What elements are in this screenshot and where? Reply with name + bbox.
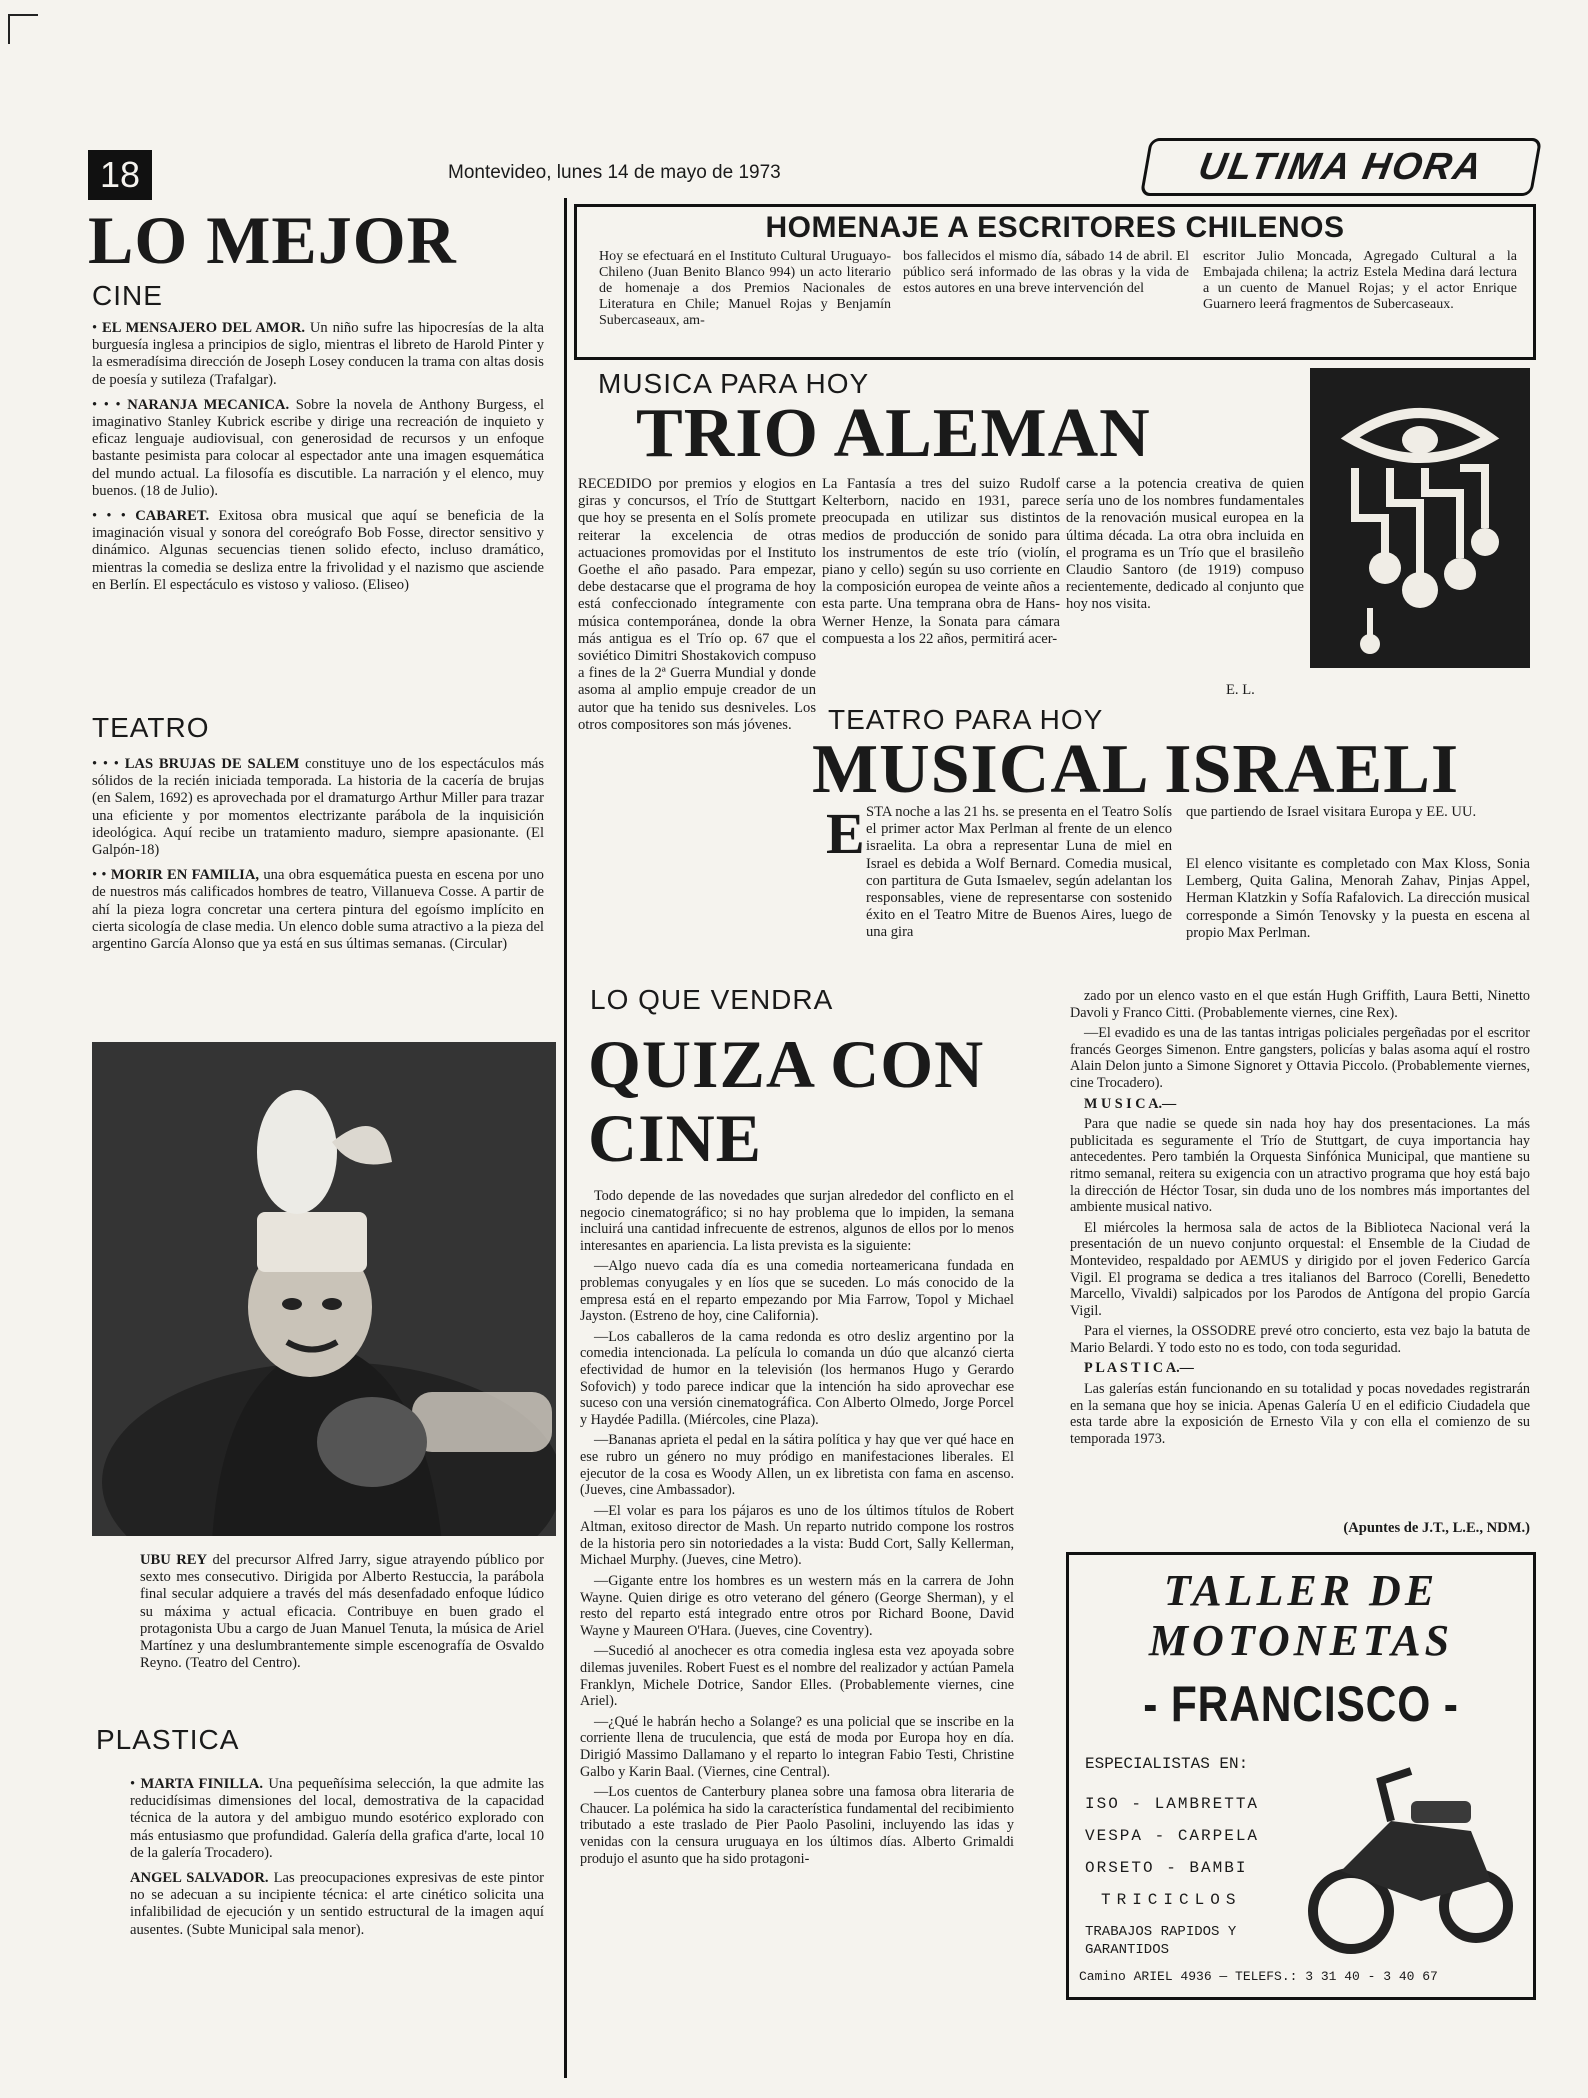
list-item: • EL MENSAJERO DEL AMOR. Un niño sufre las hipocresías de la alta burguesía inglesa a principios de siglo, mientras el libreto de Harold Pinter y la esmeradísima dirección de Joseph Losey conducen la trama con altas dosis de poesía y sutileza (Trafalgar). (92, 320, 545, 388)
vendra-kicker: LO QUE VENDRA (590, 984, 834, 1015)
motonetas-ad (1066, 1552, 1536, 2000)
paragraph: Para el viernes, la OSSODRE prevé otro concierto, esta vez bajo la batuta de Mario Belardi. Y todo esto no es todo, con toda seguridad. (1070, 1323, 1530, 1356)
plastica-heading: PLASTICA (96, 1724, 240, 1755)
list-item: • MARTA FINILLA. Una pequeñísima selección, la que admite las reducidísimas dimensiones del local, demostrativa de la capacidad técnica de la autora y del ambiguo mundo esotérico explorado con más entusiasmo que profundidad. Galería della grafica d'arte, local 10 de la galería Trocadero). (130, 1776, 544, 1861)
ad-brand-2: VESPA - CARPELA (1085, 1827, 1260, 1845)
ad-line-2: MOTONETAS (1148, 1616, 1454, 1665)
vendra-title-2: CINE (588, 1100, 763, 1176)
cine-heading: CINE (92, 280, 163, 311)
ad-brand-4: TRICICLOS (1101, 1891, 1242, 1909)
paragraph: zado por un elenco vasto en el que están Hugh Griffith, Laura Betti, Ninetto Davoli y Franco Citti. (Probablemente viernes, cine Rex). (1070, 988, 1530, 1021)
teatro-list (92, 756, 544, 961)
paragraph: —Sucedió al anochecer es otra comedia inglesa esta vez apoyada sobre dilemas juveniles. Robert Fuest es el nombre del realizador y actúan Pamela Franklyn, Michele Dotrice, Sandor Elles. (Probablemente viernes, cine Ariel). (580, 1643, 1014, 1710)
ad-trabajos: TRABAJOS RAPIDOS Y GARANTIDOS (1085, 1924, 1237, 1958)
paragraph: —Los cuentos de Canterbury planea sobre una famosa obra literaria de Chaucer. La polémica ha sido la característica fundamental del recibimiento tributado a este traslado de Pier Paolo Pasolini, incluyendo las idas y venidas con la censura uruguaya en los últimos días. Alberto Grimaldi produjo el asunto que ha sido protagoni- (580, 1784, 1014, 1867)
paragraph: —El volar es para los pájaros es uno de los últimos títulos de Robert Altman, exitoso director de Mash. Un reparto nutrido compone los rostros de la historia pero sin notoriedades a la vista: Budd Cort, Sally Kellerman, Michael Murphy. (Jueves, cine Metro). (580, 1502, 1014, 1569)
list-item: • • • NARANJA MECANICA. Sobre la novela de Anthony Burgess, el imaginativo Stanley Kubrick escribe y dirige una recreación de inquieto y eficaz lenguaje audiovisual, con generosidad de recursos y un enfoque bastante pesimista para colocar al espectador ante una imagen esquemática del mundo actual. La filosofía es discutible. La narración y el elenco, muy buenos. (18 de Julio). (92, 396, 545, 499)
israeli-col-1: STA noche a las 21 hs. se presenta en el Teatro Solís el primer actor Max Perlman al frente de un elenco israelita. La obra a representar Luna de miel en Israel es debida a Wolf Bernard. Comedia musical, con partitura de Guta Ismaelev, según adelantan los responsables, viene de representarse con sostenido éxito en el Teatro Mitre de Buenos Aires, luego de una gira (866, 804, 1172, 941)
israeli-col-2b: El elenco visitante es completado con Max Kloss, Sonia Lemberg, Quita Galina, Menorah Zahav, Pinjas Appel, Herman Klatzkin y Sofía Rafalovich. La dirección musical corresponde a Simón Tenovsky y la puesta en escena al propio Max Perlman. (1186, 856, 1530, 941)
trio-artwork (1310, 368, 1530, 668)
homenaje-col-3: escritor Julio Moncada, Agregado Cultural a la Embajada chilena; la actriz Estela Medina dará lectura a un cuento de Manuel Rojas; y el actor Enrique Guarnero leerá fragmentos de Subercaseaux. (1203, 249, 1517, 312)
subheading: P L A S T I C A.— (1084, 1360, 1194, 1377)
homenaje-col-1: Hoy se efectuará en el Instituto Cultural Uruguayo-Chileno (Juan Benito Blanco 994) un acto literario de homenaje a dos Premios Nacionales de Literatura en Chile; Manuel Rojas y Benjamín Subercaseaux, am- (599, 249, 891, 328)
israeli-dropcap: E (826, 801, 866, 866)
ad-line-1: TALLER DE (1163, 1566, 1439, 1615)
paragraph: El miércoles la hermosa sala de actos de la Biblioteca Nacional verá la presentación de un nuevo conjunto orquestal: el Ensemble de la Ciudad de Montevideo, respaldado por AEMUS y dirigido por el joven Federico García Vigil. El programa se dedica a tres italianos del Barroco (Corelli, Benedetto Marcello, Vivaldi) salpicados por los Parodos de Antígona del propio García Vigil. (1070, 1219, 1530, 1319)
vendra-col-2 (1070, 988, 1530, 1451)
trio-col-3: carse a la potencia creativa de quien sería uno de los nombres fundamentales de la renovación musical europea en la última década. La otra obra incluida en el programa es un Trío que el brasileño Claudio Santoro (de 1919) compuso recientemente, dedicado al conjunto que hoy nos visita. (1066, 476, 1304, 613)
israeli-col-2: que partiendo de Israel visitara Europa y EE. UU. (1186, 804, 1477, 820)
paragraph: Las galerías están funcionando en su totalidad y pocas novedades registrarán en la semana que hoy se inicia. Apenas Galería U en el edificio Ciudadela que esta tarde abre la exposición de Ernesto Vila y con ella el comienzo de su temporada 1973. (1070, 1381, 1530, 1447)
scooter-image (1301, 1761, 1521, 1961)
page-number: 18 (88, 150, 152, 200)
trio-col-2: La Fantasía a tres del suizo Rudolf Kelterborn, nacido en 1931, parece preocupada en utilizar sus distintos medios de producción de sonido para los instrumentos de este trío (violín, piano y cello) según su uso corriente en la composición europea de veinte años a esta parte. Una temprana obra de Hans-Werner Henze, la Sonata para cámara compuesta a los 22 años, permitirá acer- (822, 476, 1060, 647)
trio-signature: E. L. (1226, 682, 1255, 698)
ad-especialistas: ESPECIALISTAS EN: (1085, 1755, 1249, 1773)
plastica-list (130, 1776, 544, 1947)
lo-mejor-title: LO MEJOR (88, 202, 457, 278)
corner-mark (8, 14, 38, 16)
homenaje-box (574, 204, 1536, 360)
ubu-rey-photo (92, 1042, 556, 1536)
ad-name: - FRANCISCO - (1143, 1676, 1459, 1732)
trio-title: TRIO ALEMAN (636, 395, 1151, 472)
ad-brand-3: ORSETO - BAMBI (1085, 1859, 1248, 1877)
israeli-title: MUSICAL ISRAELI (812, 731, 1460, 808)
photo-caption: UBU REY del precursor Alfred Jarry, sigue atrayendo público por sexto mes consecutivo. Dirigida por Alberto Restuccia, la parábola final secular adquiere a través del más desenfadado enfoque lúdico su máxima y actual eficacia. Contribuye en buen grado el protagonista Ubu a cargo de Juan Manuel Tenuta, la música de Ariel Martínez y una deslumbrantemente simple escenografía de Osvaldo Reyno. (Teatro del Centro). (140, 1552, 545, 1672)
column-rule (564, 198, 567, 2078)
dateline: Montevideo, lunes 14 de mayo de 1973 (448, 162, 781, 183)
vendra-title-1: QUIZA CON (588, 1026, 985, 1102)
paragraph: Todo depende de las novedades que surjan alrededor del conflicto en el negocio cinematográfico; si no hay problema que lo impiden, la semana incluirá una cantidad infrecuente de estrenos, algunos de ellos por lo menos interesantes en apariencia. La lista prevista es la siguiente: (580, 1188, 1014, 1254)
paragraph: Para que nadie se quede sin nada hoy hay dos presentaciones. La más publicitada es seguramente el Trío de Stuttgart, de cuya importancia hay antecedentes. Pero también la Orquesta Sinfónica Municipal, que mantiene su ritmo semanal, reitera su exigencia con un atractivo programa que hoy está bajo la dirección de Héctor Tosar, sin duda uno de los nombres más importantes del ambiente musical nativo. (1070, 1116, 1530, 1216)
paragraph: —Gigante entre los hombres es un western más en la carrera de John Wayne. Quien dirige es otro veterano del género (George Sherman), y el resto del reparto está integrado entre otros por Richard Boone, David Wayne y Maureen O'Hara. (Jueves, cine Coventry). (580, 1573, 1014, 1639)
paragraph: —Algo nuevo cada día es una comedia norteamericana fundada en problemas conyugales y en líos que se suceden. Lo más conocido de la empresa está en el reparto empezando por Mia Farrow, Topol y Michael Jayston. (Estreno de hoy, cine California). (580, 1258, 1014, 1325)
trio-col-1: RECEDIDO por premios y elogios en giras y concursos, el Trío de Stuttgart que hoy se presenta en el Solís promete reiterar la excelencia de otras actuaciones promovidas por el Instituto Goethe el año pasado. Para empezar, debe destacarse que el programa de hoy está confeccionado íntegramente con música contemporánea, donde la obra más antigua es el Trío op. 67 que el soviético Dimitri Shostakovich compuso a fines de la 2ª Guerra Mundial y donde asoma al amplio empuje creador de un autor que ha tenido sus desniveles. Los otros compositores son más jóvenes. (578, 476, 816, 733)
paragraph: —¿Qué le habrán hecho a Solange? es una policial que se inscribe en la corriente llena de truculencia, que está de moda por Europa hoy en día. Dirigió Massimo Dallamano y el reparto lo integran Fabio Testi, Christine Galbo y Karin Baal. (Viernes, cine Central). (580, 1713, 1014, 1780)
israeli-kicker: TEATRO PARA HOY (828, 704, 1104, 735)
list-item: • • • LAS BRUJAS DE SALEM constituye uno de los espectáculos más sólidos de la recién iniciada temporada. La historia de la cacería de brujas (en Salem, 1692) es aprovechada por el dramaturgo Arthur Miller para trazar una eficiente y por momentos electrizante parábola de la inquisición ideológica. Aquí recibe un tratamiento maduro, siempre apasionante. (El Galpón-18) (92, 756, 545, 859)
homenaje-title: HOMENAJE A ESCRITORES CHILENOS (765, 211, 1345, 244)
paragraph: —El evadido es una de las tantas intrigas policiales pergeñadas por el escritor francés Georges Simenon. Entre gangsters, policías y balas asoma aquí el rostro Alain Delon junto a Simone Signoret y Ottavia Piccolo. (Probablemente viernes, cine Trocadero). (1070, 1025, 1530, 1091)
trio-kicker: MUSICA PARA HOY (598, 368, 870, 399)
list-item: ANGEL SALVADOR. Las preocupaciones expresivas de este pintor no se adecuan a su incipiente técnica: el arte cinético solicita una infalibilidad de ejecución y un sentido estructural de la imagen aquí ausentes. (Subte Municipal sala menor). (130, 1870, 544, 1938)
paragraph: —Bananas aprieta el pedal en la sátira política y hay que ver qué hace en ese rubro un género no muy pródigo en manifestaciones liberales. El ejecutor de la cosa es Woody Allen, un ex libretista con fama en ascenso. (Jueves, cine Ambassador). (580, 1432, 1014, 1499)
vendra-col-1 (580, 1188, 1014, 1871)
teatro-heading: TEATRO (92, 712, 210, 743)
paragraph: —Los caballeros de la cama redonda es otro desliz argentino por la comedia intencionada. La película lo comanda un dúo que alcanzó cierta efectividad de humor en la televisión (los hermanos Hugo y Gerardo Sofovich) y todo parece indicar que la intención ha sido aprovechar ese suceso con una versión cinematográfica. Con Alberto Olmedo, Jorge Porcel y Haydée Padilla. (Miércoles, cine Plaza). (580, 1328, 1014, 1428)
corner-mark-v (8, 14, 10, 44)
homenaje-col-2: bos fallecidos el mismo día, sábado 14 de abril. El público será informado de las obras y la vida de estos autores en una breve intervención del (903, 249, 1189, 296)
subheading: M U S I C A.— (1084, 1095, 1177, 1112)
cine-list (92, 320, 544, 602)
list-item: • • MORIR EN FAMILIA, una obra esquemática puesta en escena por uno de nuestros más calificados hombres de teatro, Villanueva Cosse. A partir de ahí la pieza logra concretar una certera pintura del egoísmo implícito en cierta sicología de clase media. Un elenco doble suma atractivo a la pieza del argentino García Alonso que ya está en sus últimas semanas. (Circular) (92, 867, 544, 953)
ad-address: Camino ARIEL 4936 — TELEFS.: 3 31 40 - 3 40 67 (1079, 1969, 1438, 1984)
ad-brand-1: ISO - LAMBRETTA (1085, 1795, 1260, 1813)
vendra-credits: (Apuntes de J.T., L.E., NDM.) (1343, 1520, 1530, 1536)
masthead-logo: ULTIMA HORA (1140, 138, 1542, 196)
list-item: • • • CABARET. Exitosa obra musical que aquí se beneficia de la imaginación visual y sonora del coreógrafo Bob Fosse, director sensitivo y dinámico. Algunas secuencias tienen solido efecto, incluso dramático, mientras la comedia se desliza entre la frivolidad y el nazismo que asciende en Berlín. El espectáculo es vistoso y valioso. (Eliseo) (92, 508, 544, 593)
